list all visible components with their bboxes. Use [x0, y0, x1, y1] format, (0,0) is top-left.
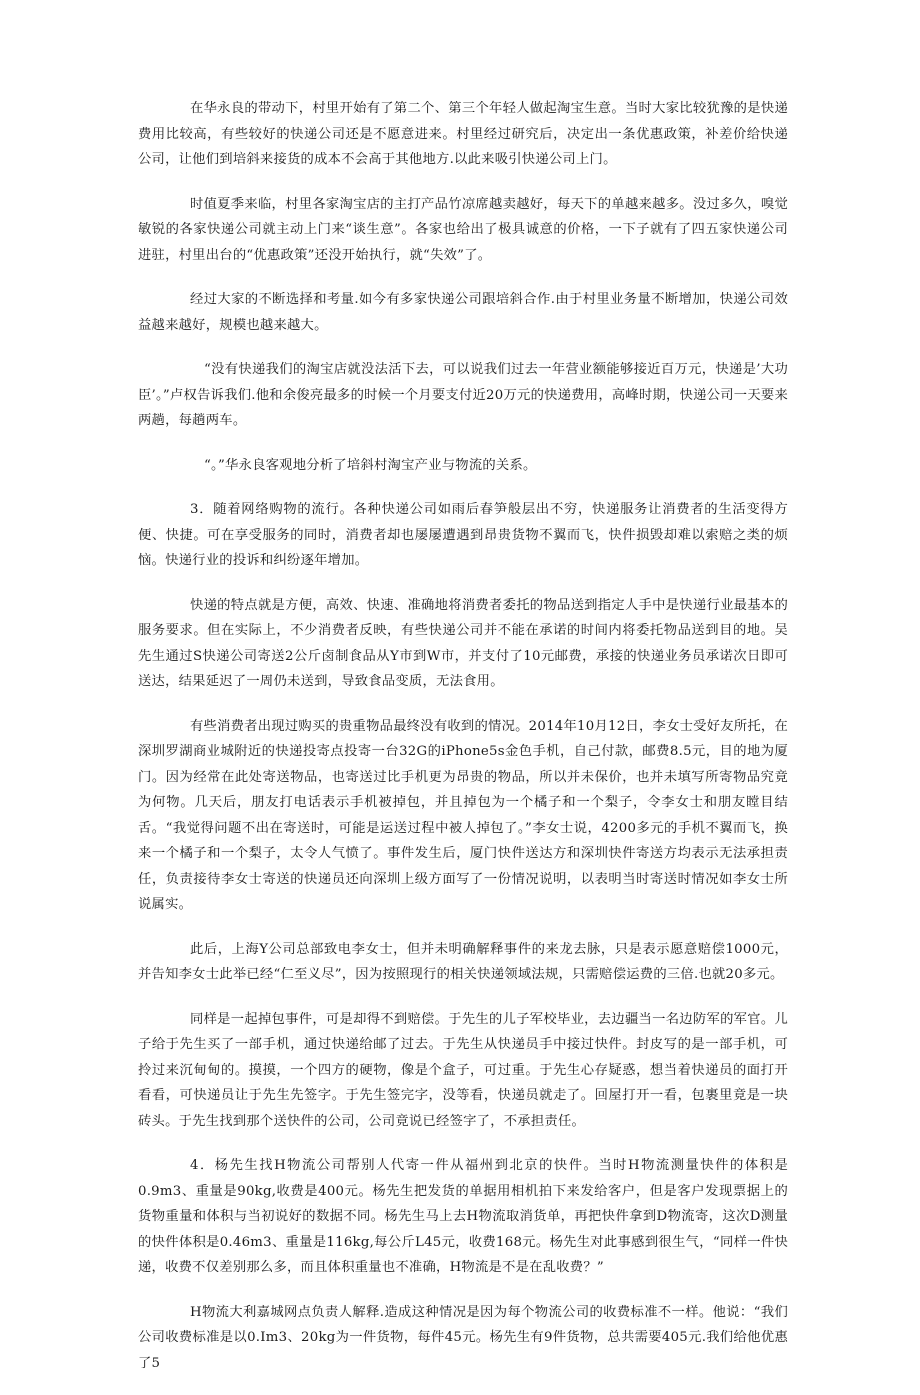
paragraph-4: “没有快递我们的淘宝店就没法活下去，可以说我们过去一年营业额能够接近百万元，快递是’大功臣’。”卢权告诉我们.他和余俊亮最多的时候一个月要支付近20万元的快递费用，高峰时期，快递公司一天要来两趟，每趟两车。 [138, 362, 788, 428]
paragraph-9: 此后，上海Y公司总部致电李女士，但并未明确解释事件的来龙去脉，只是表示愿意赔偿1000元，并告知李女士此举已经“仁至义尽”，因为按照现行的相关快递领域法规，只需赔偿运费的三倍.也就20多元。 [138, 941, 788, 982]
paragraph-7: 快递的特点就是方便，高效、快速、准确地将消费者委托的物品送到指定人手中是快递行业最基本的服务要求。但在实际上，不少消费者反映，有些快递公司并不能在承诺的时间内将委托物品送到目的地。吴先生通过S快递公司寄送2公斤卤制食品从Y市到W市，并支付了10元邮费，承接的快递业务员承诺次日即可送达，结果延迟了一周仍未送到，导致食品变质，无法食用。 [138, 597, 788, 689]
paragraph-11: 4．杨先生找H物流公司帮别人代寄一件从福州到北京的快件。当时H物流测量快件的体积是0.9m3、重量是90kg,收费是400元。杨先生把发货的单据用相机拍下来发给客户，但是客户发现票据上的货物重量和体积与当初说好的数据不同。杨先生马上去H物流取消货单，再把快件拿到D物流寄，这次D测量的快件体积是0.46m3、重量是116kg,每公斤L45元，收费168元。杨先生对此事感到很生气，“同样一件快递，收费不仅差别那么多，而且体积重量也不准确，H物流是不是在乱收费？” [138, 1158, 788, 1275]
paragraph-6: 3．随着网络购物的流行。各种快递公司如雨后春笋般层出不穷，快递服务让消费者的生活变得方便、快捷。可在享受服务的同时，消费者却也屡屡遭遇到昂贵货物不翼而飞，快件损毁却难以索赔之类的烦恼。快递行业的投诉和纠纷逐年增加。 [138, 502, 788, 568]
paragraph-10: 同样是一起掉包事件，可是却得不到赔偿。于先生的儿子军校毕业，去边疆当一名边防军的军官。儿子给于先生买了一部手机，通过快递给邮了过去。于先生从快递员手中接过快件。封皮写的是一部手机，可拎过来沉甸甸的。摸摸，一个四方的硬物，像是个盒子，可过重。于先生心存疑惑，想当着快递员的面打开看看，可快递员让于先生先签字。于先生签完字，没等看，快递员就走了。回屋打开一看，包裹里竟是一块砖头。于先生找到那个送快件的公司，公司竟说已经签字了，不承担责任。 [138, 1011, 788, 1129]
paragraph-8: 有些消费者出现过购买的贵重物品最终没有收到的情况。2014年10月12日，李女士受好友所托，在深圳罗湖商业城附近的快递投寄点投寄一台32G的iPhone5s金色手机，自己付款，邮费8.5元，目的地为厦门。因为经常在此处寄送物品，也寄送过比手机更为昂贵的物品，所以并未保价，也并未填写所寄物品究竟为何物。几天后，朋友打电话表示手机被掉包，并且掉包为一个橘子和一个梨子，令李女士和朋友瞠目结舌。“我觉得问题不出在寄送时，可能是运送过程中被人掉包了。”李女士说，4200多元的手机不翼而飞，换来一个橘子和一个梨子，太令人气愤了。事件发生后，厦门快件送达方和深圳快件寄送方均表示无法承担责任，负责接待李女士寄送的快递员还向深圳上级方面写了一份情况说明，以表明当时寄送时情况如李女士所说属实。 [138, 718, 789, 912]
paragraph-3: 经过大家的不断选择和考量.如今有多家快递公司跟培斜合作.由于村里业务量不断增加，快递公司效益越来越好，规模也越来越大。 [138, 292, 788, 333]
paragraph-12: H物流大利嘉城网点负责人解释.造成这种情况是因为每个物流公司的收费标准不一样。他说：“我们公司收费标准是以0.Im3、20kg为一件货物，每件45元。杨先生有9件货物，总共需要405元.我们给他优惠了5 [138, 1304, 788, 1371]
paragraph-2: 时值夏季来临，村里各家淘宝店的主打产品竹凉席越卖越好，每天下的单越来越多。没过多久，嗅觉敏锐的各家快递公司就主动上门来“谈生意”。各家也给出了极具诚意的价格，一下子就有了四五家快递公司进驻，村里出台的“优惠政策”还没开始执行，就“失效”了。 [138, 196, 788, 263]
paragraph-5: “。”华永良客观地分析了培斜村淘宝产业与物流的关系。 [204, 457, 537, 473]
paragraph-1: 在华永良的带动下，村里开始有了第二个、第三个年轻人做起淘宝生意。当时大家比较犹豫的是快递费用比较高，有些较好的快递公司还是不愿意进来。村里经过研究后，决定出一条优惠政策，补差价给快递公司，让他们到培斜来接货的成本不会高于其他地方.以此来吸引快递公司上门。 [138, 101, 788, 167]
article-body [138, 96, 788, 1395]
